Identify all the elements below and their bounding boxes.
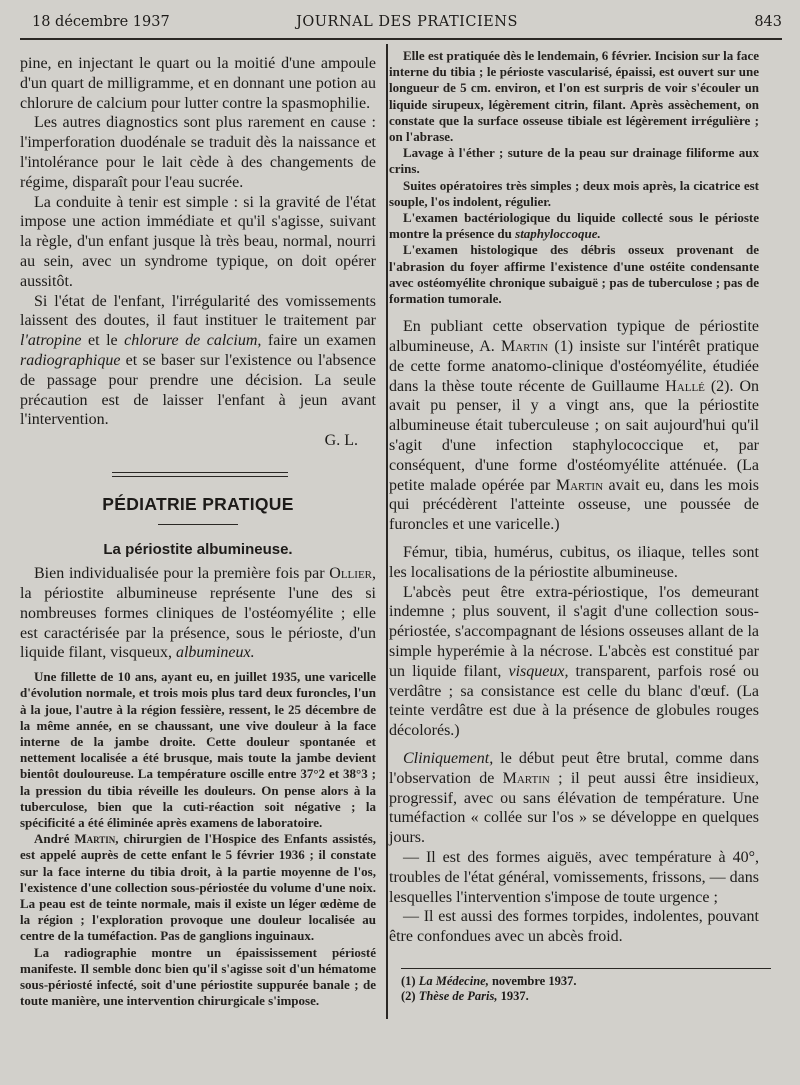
footnote-rule <box>401 968 771 969</box>
page-header <box>32 12 782 34</box>
section-double-rule <box>112 472 288 477</box>
article-signature: G. L. <box>324 432 358 450</box>
column-divider <box>386 44 388 1019</box>
header-date: 18 décembre 1937 <box>32 14 170 30</box>
left-paragraph-3: La conduite à tenir est simple : si la gravité de l'état impose une action immédiate et qu'il s'agisse, suivant la règle, d'un enfant jusque là très beau, normal, nourri au sein, avec un syndrome typique, on doit opérer aussitôt. <box>20 193 376 290</box>
right-paragraph-6: En publiant cette observation typique de périostite albumineuse, A. Martin (1) insiste sur l'intérêt pratique de cette forme anatomo-clinique d'ostéomyélite, étudiée dans la thèse toute récente de Guillaume Hallé (2). On avait pu penser, il y a vingt ans, que la périostite albumineuse était tuberculeuse ; on sait aujourd'hui qu'il s'agit d'une infection staphylococcique et, par conséquent, d'une forme d'ostéomyélite atténuée. (La petite malade opérée par Martin avait eu, dans les mois qui précédèrent l'atteinte osseuse, une poussée de furoncles et une varicelle.) <box>389 318 760 534</box>
footnote-1: (1) La Médecine, novembre 1937. <box>401 974 577 988</box>
right-paragraph-8: L'abcès peut être extra-périostique, l'os demeurant indemne ; plus souvent, il s'agit d'une collection sous-périostée, s'accompagnant de lésions osseuses allant de la simple hyperémie à la nécrose. L'abcès est constitué par un liquide filant, visqueux, transparent, parfois rosé ou verdâtre ; sa consistance est celle du blanc d'œuf. (La teinte verdâtre est due à la présence de globules rouges décolorés.) <box>389 583 759 740</box>
footnotes <box>401 968 771 1004</box>
right-paragraph-2: Lavage à l'éther ; suture de la peau sur drainage filiforme aux crins. <box>389 145 759 177</box>
case-paragraph-1: Une fillette de 10 ans, ayant eu, en juillet 1935, une varicelle d'évolution normale, et trois mois plus tard deux furoncles, l'un à la joue, l'autre à la région fessière, ressent, le 25 décembre de la même année, en se chaussant, une vive douleur à la face interne de la jambe droite. Cette douleur spontanée et nettement localisée a été brusque, mais toute la jambe devient bientôt douloureuse. La température oscille entre 37°2 et 38°3 ; la pression du tibia réveille les douleurs. On pense alors à la tuberculose, bien que la cuti-réaction soit négative ; la spécificité a été éliminée après examens de laboratoire. <box>20 669 376 830</box>
footnote-2: (2) Thèse de Paris, 1937. <box>401 989 529 1003</box>
right-paragraph-7: Fémur, tibia, humérus, cubitus, os iliaque, telles sont les localisations de la périostite albumineuse. <box>389 544 759 581</box>
header-page-number: 843 <box>754 14 782 30</box>
left-paragraph-4: Si l'état de l'enfant, l'irrégularité des vomissements laissent des doutes, il faut instituer le traitement par l'atropine et le chlorure de calcium, faire un examen radiographique et se baser sur l'existence ou l'absence de passage pour prendre une décision. La seule précaution est de laisser l'enfant à jeun avant l'intervention. <box>20 292 376 429</box>
article-title: La périostite albumineuse. <box>103 541 293 559</box>
right-paragraph-10: — Il est des formes aiguës, avec température à 40°, troubles de l'état général, vomissements, frissons, — dans lesquelles l'intervention s'impose de toute urgence ; <box>389 848 759 906</box>
right-paragraph-5: L'examen histologique des débris osseux provenant de l'abrasion du foyer affirme l'existence d'une ostéite condensante avec ostéomyélite chronique subaiguë ; pas de tuberculose ; pas de formation tumorale. <box>389 242 759 307</box>
header-rule <box>20 38 782 40</box>
intro-paragraph: Bien individualisée pour la première fois par Ollier, la périostite albumineuse représente l'une des si nombreuses formes cliniques de l'ostéomyélite ; elle est caractérisée par la présence, sous le périoste, d'un liquide filant, visqueux, albumineux. <box>20 565 376 662</box>
right-column <box>389 48 759 947</box>
right-paragraph-11: — Il est aussi des formes torpides, indolentes, pouvant être confondues avec un abcès froid. <box>389 908 759 946</box>
section-title-rule <box>158 524 238 525</box>
left-column <box>20 54 376 1009</box>
left-paragraph-1: pine, en injectant le quart ou la moitié d'une ampoule d'un quart de milligramme, et en donnant une potion au chlorure de calcium pour lutter contre la spasmophilie. <box>20 55 376 112</box>
header-journal-title: JOURNAL DES PRATICIENS <box>296 14 518 30</box>
right-paragraph-1: Elle est pratiquée dès le lendemain, 6 février. Incision sur la face interne du tibia ; le périoste vascularisé, épaissi, est ouvert sur une longueur de 5 cm. environ, et l'on est surpris de voir s'écouler un liquide sirupeux, légèrement citrin, filant. Après assèchement, on constate que la surface osseuse tibiale est légèrement irrégulière ; on l'abrase. <box>389 48 759 145</box>
right-paragraph-4: L'examen bactériologique du liquide collecté sous le périoste montre la présence du staphyloccoque. <box>389 210 759 242</box>
case-paragraph-3: La radiographie montre un épaississement périosté manifeste. Il semble donc bien qu'il s'agisse soit d'un hématome sous-périosté infecté, soit d'une périostite suppurée banale ; de toute manière, une intervention chirurgicale s'impose. <box>20 944 376 1009</box>
right-paragraph-3: Suites opératoires très simples ; deux mois après, la cicatrice est souple, l'os indolent, régulier. <box>389 177 759 209</box>
left-paragraph-2: Les autres diagnostics sont plus rarement en cause : l'imperforation duodénale se traduit dès la naissance et l'intolérance pour le lait cède à des changements de régime, disparaît pour l'eau sucrée. <box>20 114 376 191</box>
right-paragraph-9: Cliniquement, le début peut être brutal, comme dans l'observation de Martin ; il peut aussi être insidieux, progressif, avec ou sans élévation de température. Une tuméfaction « collée sur l'os » se développe en quelques jours. <box>389 749 760 847</box>
section-title: PÉDIATRIE PRATIQUE <box>102 494 294 515</box>
case-paragraph-2: André Martin, chirurgien de l'Hospice des Enfants assistés, est appelé auprès de cette enfant le 5 février 1936 ; il constate sur la face interne du tibia droit, à la partie moyenne de l'os, l'existence d'une collection sous-périostée du volume d'une noix. La peau est de teinte normale, mais il existe un léger œdème de la région ; l'exploration provoque une douleur localisée au centre de la tuméfaction. Pas de ganglions inguinaux. <box>20 831 377 944</box>
